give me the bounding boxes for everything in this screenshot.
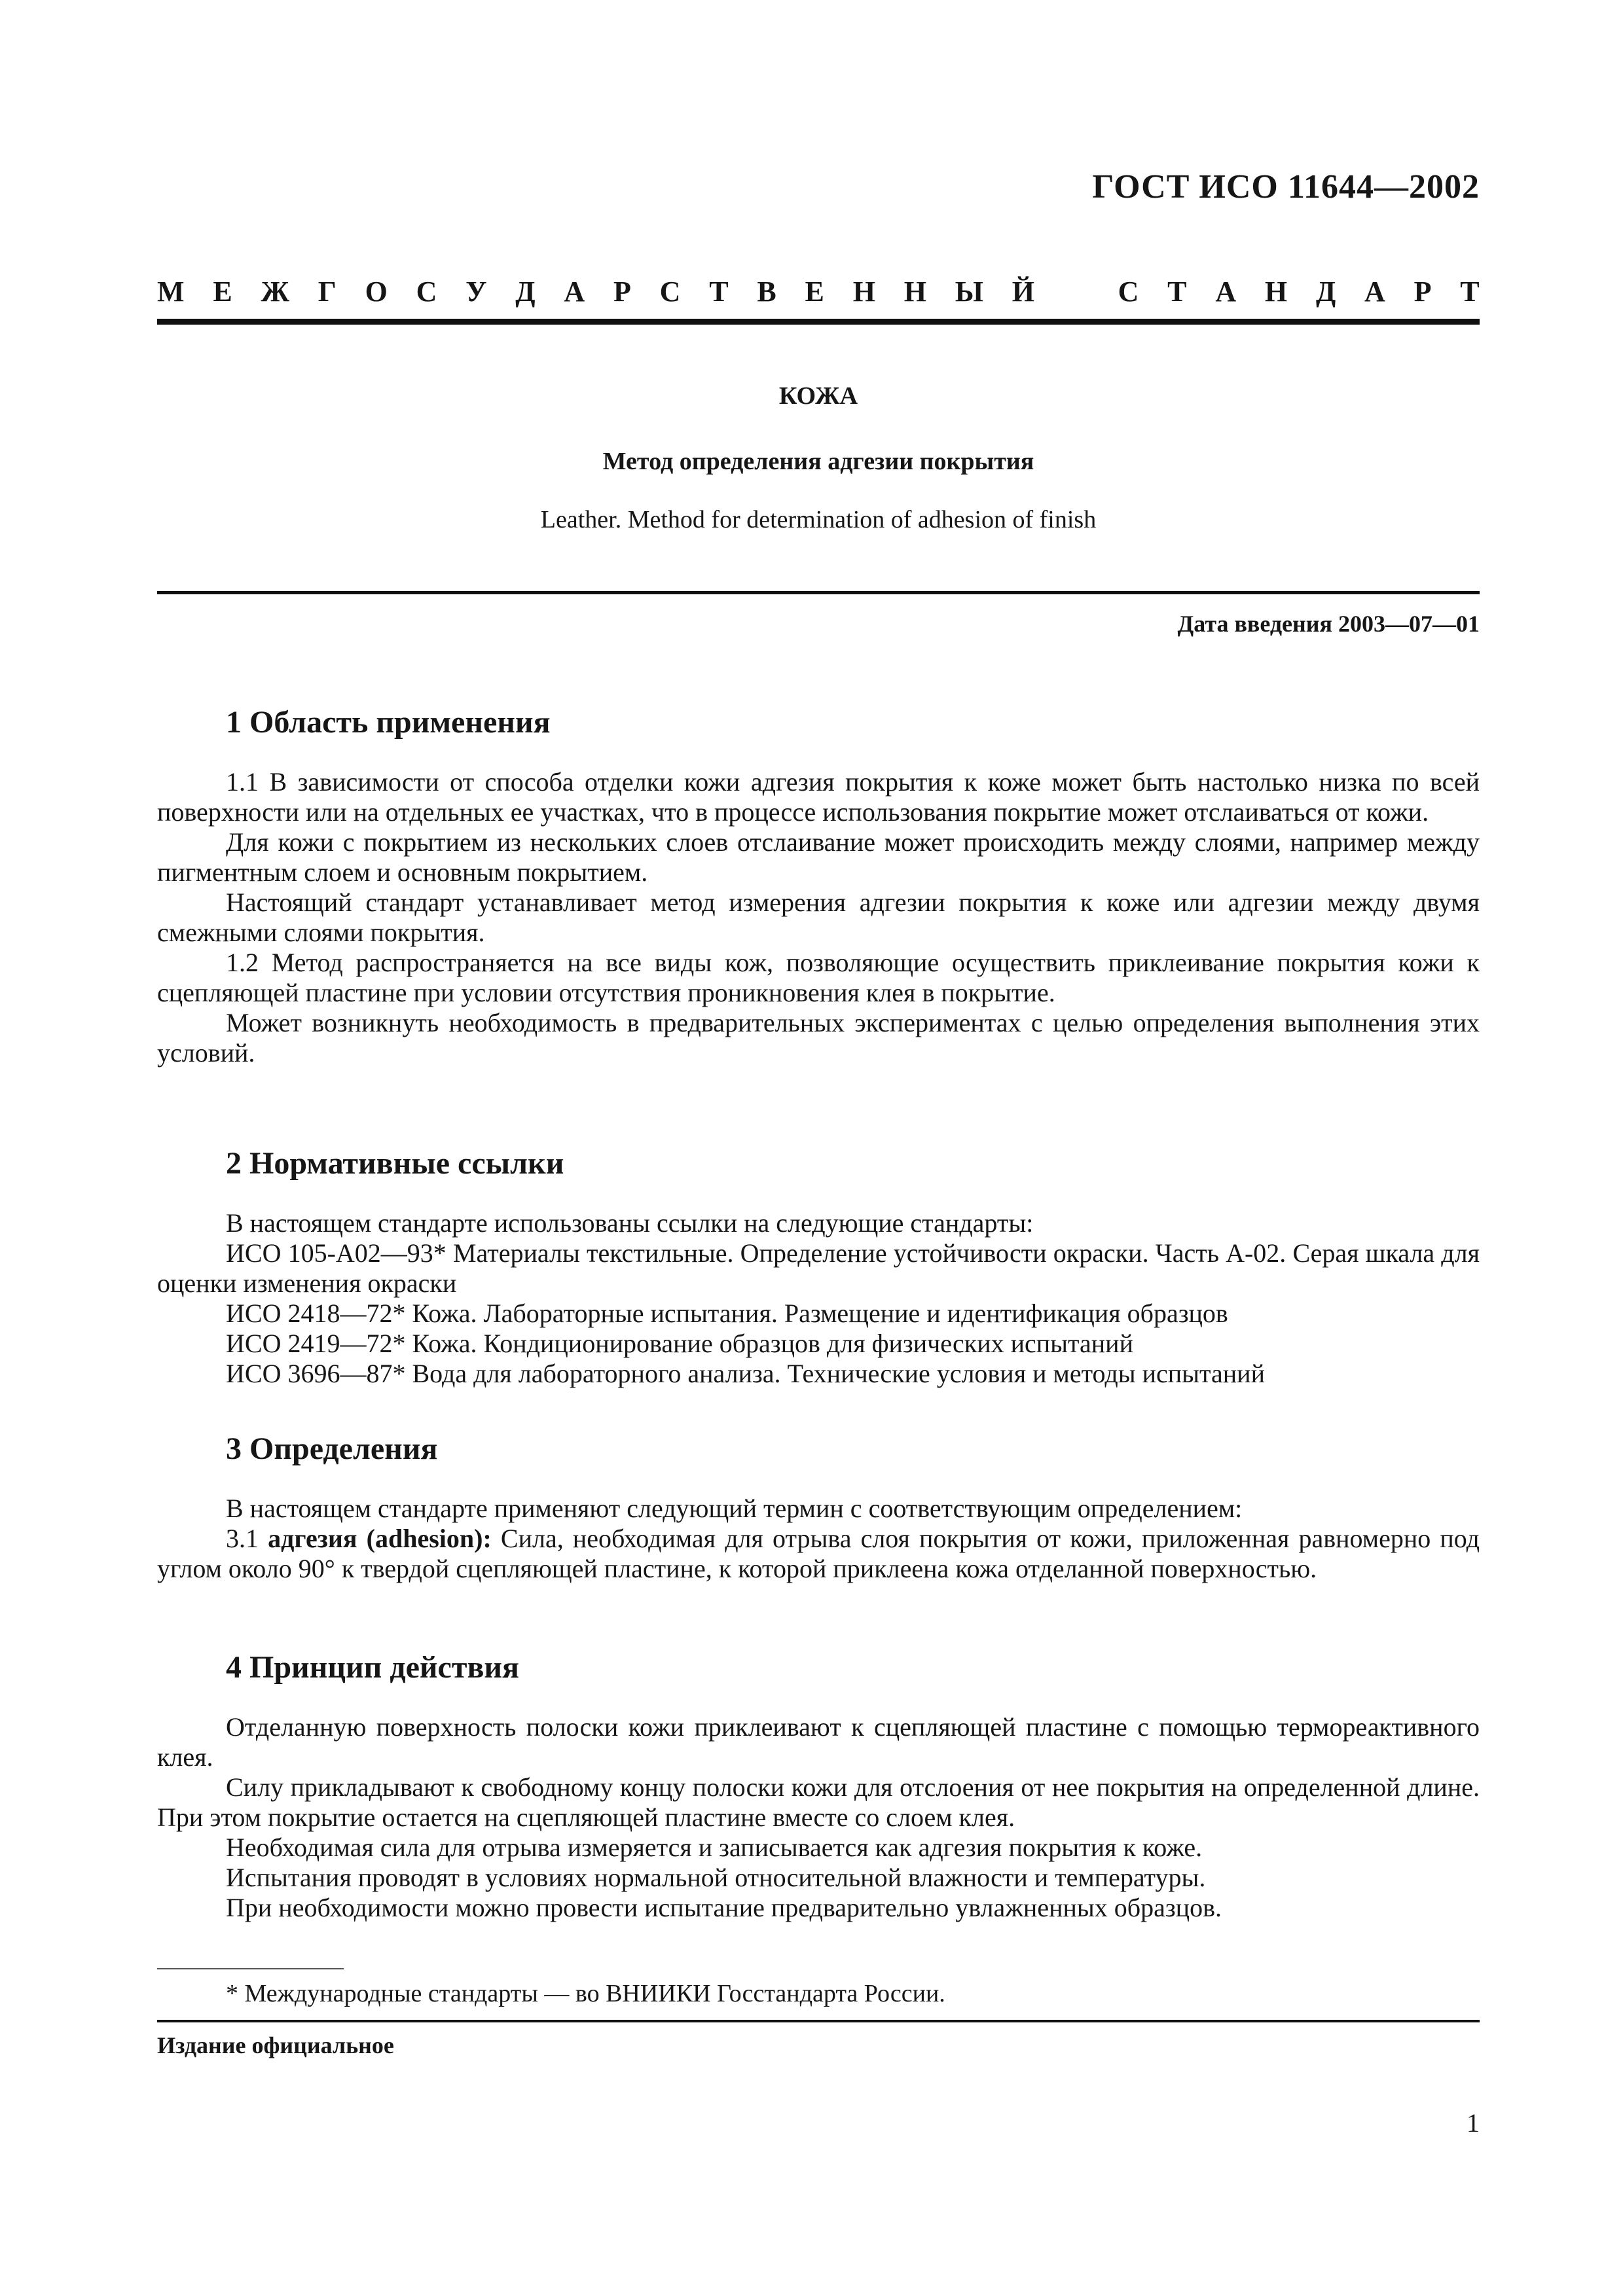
section-heading: 3 Определения: [226, 1431, 438, 1466]
banner-letter: Д: [515, 276, 536, 308]
header-divider: [157, 319, 1480, 325]
paragraph: 1.2 Метод распространяется на все виды кож, позволяющие осуществить приклеивание покрытия кожи к сцепляющей пластине при условии отсутствия проникновения клея в покрытие.: [157, 948, 1480, 1007]
banner-letter: Т: [1167, 276, 1187, 308]
banner-letter: Е: [805, 276, 824, 308]
section-body: [157, 767, 1480, 1068]
banner-letter: А: [1215, 276, 1237, 308]
paragraph: Может возникнуть необходимость в предварительных экспериментах с целью определения выполнения этих условий.: [157, 1008, 1480, 1067]
term-definition: Сила, необходимая для отрыва слоя покрытия от кожи, приложенная равномерно под углом около 90° к твердой сцепляющей пластине, к которой приклеена кожа отделанной поверхностью.: [157, 1524, 1480, 1583]
footnote: * Международные стандарты — во ВНИИКИ Госстандарта России.: [226, 1980, 945, 2007]
banner-letter: Н: [852, 276, 875, 308]
paragraph: В настоящем стандарте использованы ссылки на следующие стандарты:: [226, 1208, 1034, 1238]
paragraph: Для кожи с покрытием из нескольких слоев отслаивание может происходить между слоями, например между пигментным слоем и основным покрытием.: [157, 827, 1480, 887]
banner-letter: Н: [903, 276, 926, 308]
paragraph: Силу прикладывают к свободному концу полоски кожи для отслоения от нее покрытия на определенной длине. При этом покрытие остается на сцепляющей пластине вместе со слоем клея.: [157, 1772, 1480, 1832]
banner-letter: Ж: [261, 276, 289, 308]
banner-letter: Р: [613, 276, 631, 308]
introduction-date: Дата введения 2003—07—01: [1177, 611, 1480, 637]
banner-letter: Р: [1413, 276, 1432, 308]
reference-item: ИСО 3696—87* Вода для лабораторного анализа. Технические условия и методы испытаний: [226, 1359, 1265, 1388]
title-divider: [157, 591, 1480, 594]
official-edition-label: Издание официальное: [157, 2032, 394, 2058]
banner-letter: С: [659, 276, 681, 308]
term: адгезия (adhesion):: [268, 1524, 492, 1553]
paragraph: Отделанную поверхность полоски кожи приклеивают к сцепляющей пластине с помощью термореактивного клея.: [157, 1712, 1480, 1772]
section-body: [157, 1208, 1480, 1389]
banner-letter: У: [465, 276, 487, 308]
footnote-divider: [157, 1968, 344, 1969]
section-body: [157, 1494, 1480, 1584]
paragraph: Настоящий стандарт устанавливает метод измерения адгезии покрытия к коже или адгезии между двумя смежными слоями покрытия.: [157, 888, 1480, 947]
banner-letter: С: [416, 276, 437, 308]
paragraph: Испытания проводят в условиях нормальной относительной влажности и температуры.: [226, 1863, 1206, 1892]
reference-item: ИСО 2419—72* Кожа. Кондиционирование образцов для физических испытаний: [226, 1329, 1133, 1358]
banner-letter: О: [365, 276, 388, 308]
section-heading: 1 Область применения: [226, 705, 551, 740]
paragraph: В настоящем стандарте применяют следующий термин с соответствующим определением:: [226, 1494, 1243, 1523]
document-title: КОЖА: [778, 382, 858, 410]
paragraph: 1.1 В зависимости от способа отделки кожи адгезия покрытия к коже может быть настолько низка по всей поверхности или на отдельных ее участках, что в процессе использования покрытие может отслаиваться от кожи.: [157, 767, 1480, 827]
banner-letter: Т: [709, 276, 729, 308]
reference-item: ИСО 105-А02—93* Материалы текстильные. Определение устойчивости окраски. Часть А-02. Серая шкала для оценки изменения окраски: [157, 1238, 1480, 1298]
reference-item: ИСО 2418—72* Кожа. Лабораторные испытания. Размещение и идентификация образцов: [226, 1299, 1228, 1328]
section-heading: 2 Нормативные ссылки: [226, 1146, 564, 1181]
page-number: 1: [1467, 2108, 1480, 2138]
banner-letter: А: [1364, 276, 1385, 308]
definition-paragraph: [157, 1524, 1480, 1584]
banner-letter: Г: [318, 276, 337, 308]
paragraph: Необходимая сила для отрыва измеряется и записывается как адгезия покрытия к коже.: [226, 1833, 1203, 1862]
banner-letter: Т: [1460, 276, 1480, 308]
english-title: Leather. Method for determination of adhesion of finish: [540, 506, 1097, 533]
footer-divider: [157, 2020, 1480, 2022]
banner-gap: [1063, 275, 1089, 308]
term-number: 3.1: [226, 1524, 259, 1553]
banner-letter: С: [1118, 276, 1139, 308]
paragraph: При необходимости можно провести испытание предварительно увлажненных образцов.: [226, 1893, 1222, 1922]
banner-letter: Ы: [955, 276, 983, 308]
banner-letter: В: [757, 276, 776, 308]
standard-banner: [157, 275, 1480, 308]
section-body: [157, 1712, 1480, 1923]
section-heading: 4 Принцип действия: [226, 1650, 519, 1685]
banner-letter: А: [564, 276, 585, 308]
banner-letter: Е: [213, 276, 232, 308]
banner-letter: Д: [1315, 276, 1336, 308]
document-subtitle: Метод определения адгезии покрытия: [602, 448, 1034, 475]
document-code: ГОСТ ИСО 11644—2002: [1092, 168, 1480, 206]
banner-letter: Й: [1012, 276, 1034, 308]
banner-letter: М: [157, 276, 185, 308]
banner-letter: Н: [1264, 276, 1288, 308]
